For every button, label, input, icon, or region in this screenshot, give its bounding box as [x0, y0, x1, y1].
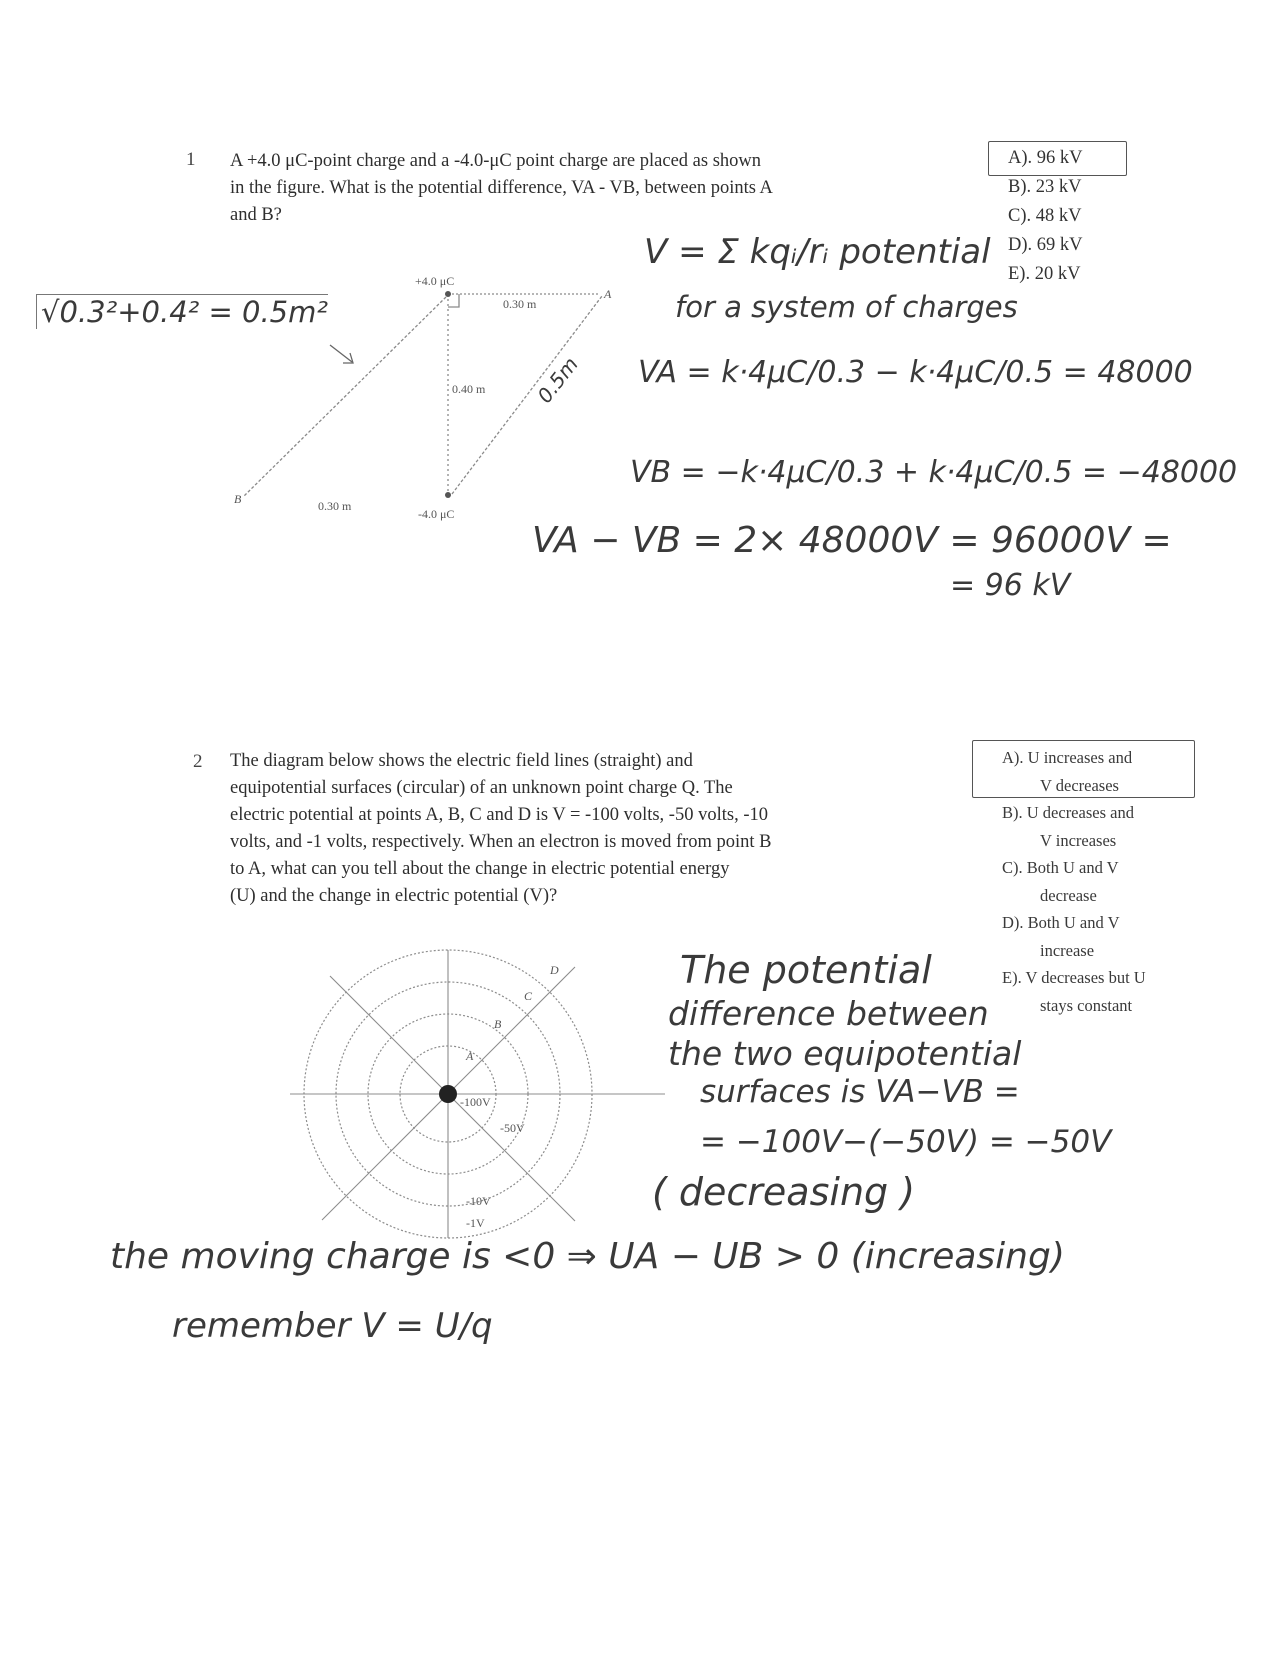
point-b-label: B — [234, 492, 242, 506]
question-1-number: 1 — [186, 149, 196, 170]
choice-b[interactable]: B). U decreases and V increases — [1002, 803, 1134, 850]
explanation-line: the two equipotential — [668, 1034, 1022, 1073]
bottom-distance-label: 0.30 m — [318, 499, 352, 513]
va-calculation: VA = k·4μC/0.3 − k·4μC/0.5 = 48000 — [638, 355, 1193, 390]
question-2-line: electric potential at points A, B, C and D is V = -100 volts, -50 volts, -10 — [230, 805, 768, 825]
choice-e[interactable]: E). 20 kV — [1008, 264, 1081, 284]
explanation-line: surfaces is VA−VB = — [700, 1074, 1020, 1110]
charge-sign-note: the moving charge is <0 ⇒ UA − UB > 0 (increasing) — [110, 1236, 1065, 1277]
remember-note: remember V = U/q — [172, 1306, 493, 1346]
label-c: C — [524, 989, 533, 1003]
choice-e[interactable]: E). V decreases but U stays constant — [1002, 968, 1146, 1015]
bottom-charge-label: -4.0 μC — [418, 507, 455, 521]
question-1-line: in the figure. What is the potential difference, VA - VB, between points A — [230, 178, 773, 198]
label-a: A — [466, 1049, 474, 1063]
top-distance-label: 0.30 m — [503, 297, 537, 311]
point-a-label: A — [604, 287, 612, 301]
question-2-line: equipotential surfaces (circular) of an unknown point charge Q. The — [230, 778, 733, 798]
formula-caption: for a system of charges — [675, 290, 1018, 324]
explanation-line: difference between — [668, 994, 989, 1033]
choice-b[interactable]: B). 23 kV — [1008, 177, 1082, 197]
result-line: VA − VB = 2× 48000V = 96000V = — [532, 520, 1172, 561]
question-2-number: 2 — [193, 751, 203, 772]
vertical-distance-label: 0.40 m — [452, 382, 486, 396]
question-1-line: A +4.0 μC-point charge and a -4.0-μC point charge are placed as shown — [230, 151, 761, 171]
potential-label: -50V — [500, 1121, 525, 1135]
explanation-line: = −100V−(−50V) = −50V — [700, 1124, 1112, 1160]
vb-calculation: VB = −k·4μC/0.3 + k·4μC/0.5 = −48000 — [630, 455, 1238, 490]
result-line-final: = 96 kV — [950, 568, 1071, 603]
label-b: B — [494, 1017, 502, 1031]
question-2-line: The diagram below shows the electric field lines (straight) and — [230, 751, 693, 771]
potential-label: -1V — [466, 1216, 485, 1230]
choice-d[interactable]: D). Both U and V increase — [1002, 913, 1120, 960]
choice-d[interactable]: D). 69 kV — [1008, 235, 1083, 255]
choice-a[interactable]: A). U increases and V decreases — [1002, 748, 1133, 795]
diagonal-label: 0.5m — [532, 352, 583, 408]
potential-label: -10V — [466, 1194, 491, 1208]
question-2-line: (U) and the change in electric potential (V)? — [230, 886, 558, 906]
explanation-line: ( decreasing ) — [652, 1170, 916, 1214]
potential-label: -100V — [460, 1095, 491, 1109]
choice-c[interactable]: C). 48 kV — [1008, 206, 1082, 226]
question-2-line: to A, what can you tell about the change in electric potential energy — [230, 859, 730, 879]
explanation-line: The potential — [680, 948, 932, 992]
hypotenuse-note: √0.3²+0.4² = 0.5m² — [36, 294, 328, 329]
choice-c[interactable]: C). Both U and V decrease — [1002, 858, 1119, 905]
top-charge-label: +4.0 μC — [415, 274, 455, 288]
question-1-line: and B? — [230, 205, 282, 225]
potential-formula: V = Σ kqᵢ/rᵢ potential — [644, 232, 991, 272]
choice-a[interactable]: A). 96 kV — [1008, 148, 1083, 168]
question-2-line: volts, and -1 volts, respectively. When an electron is moved from point B — [230, 832, 772, 852]
label-d: D — [550, 963, 559, 977]
